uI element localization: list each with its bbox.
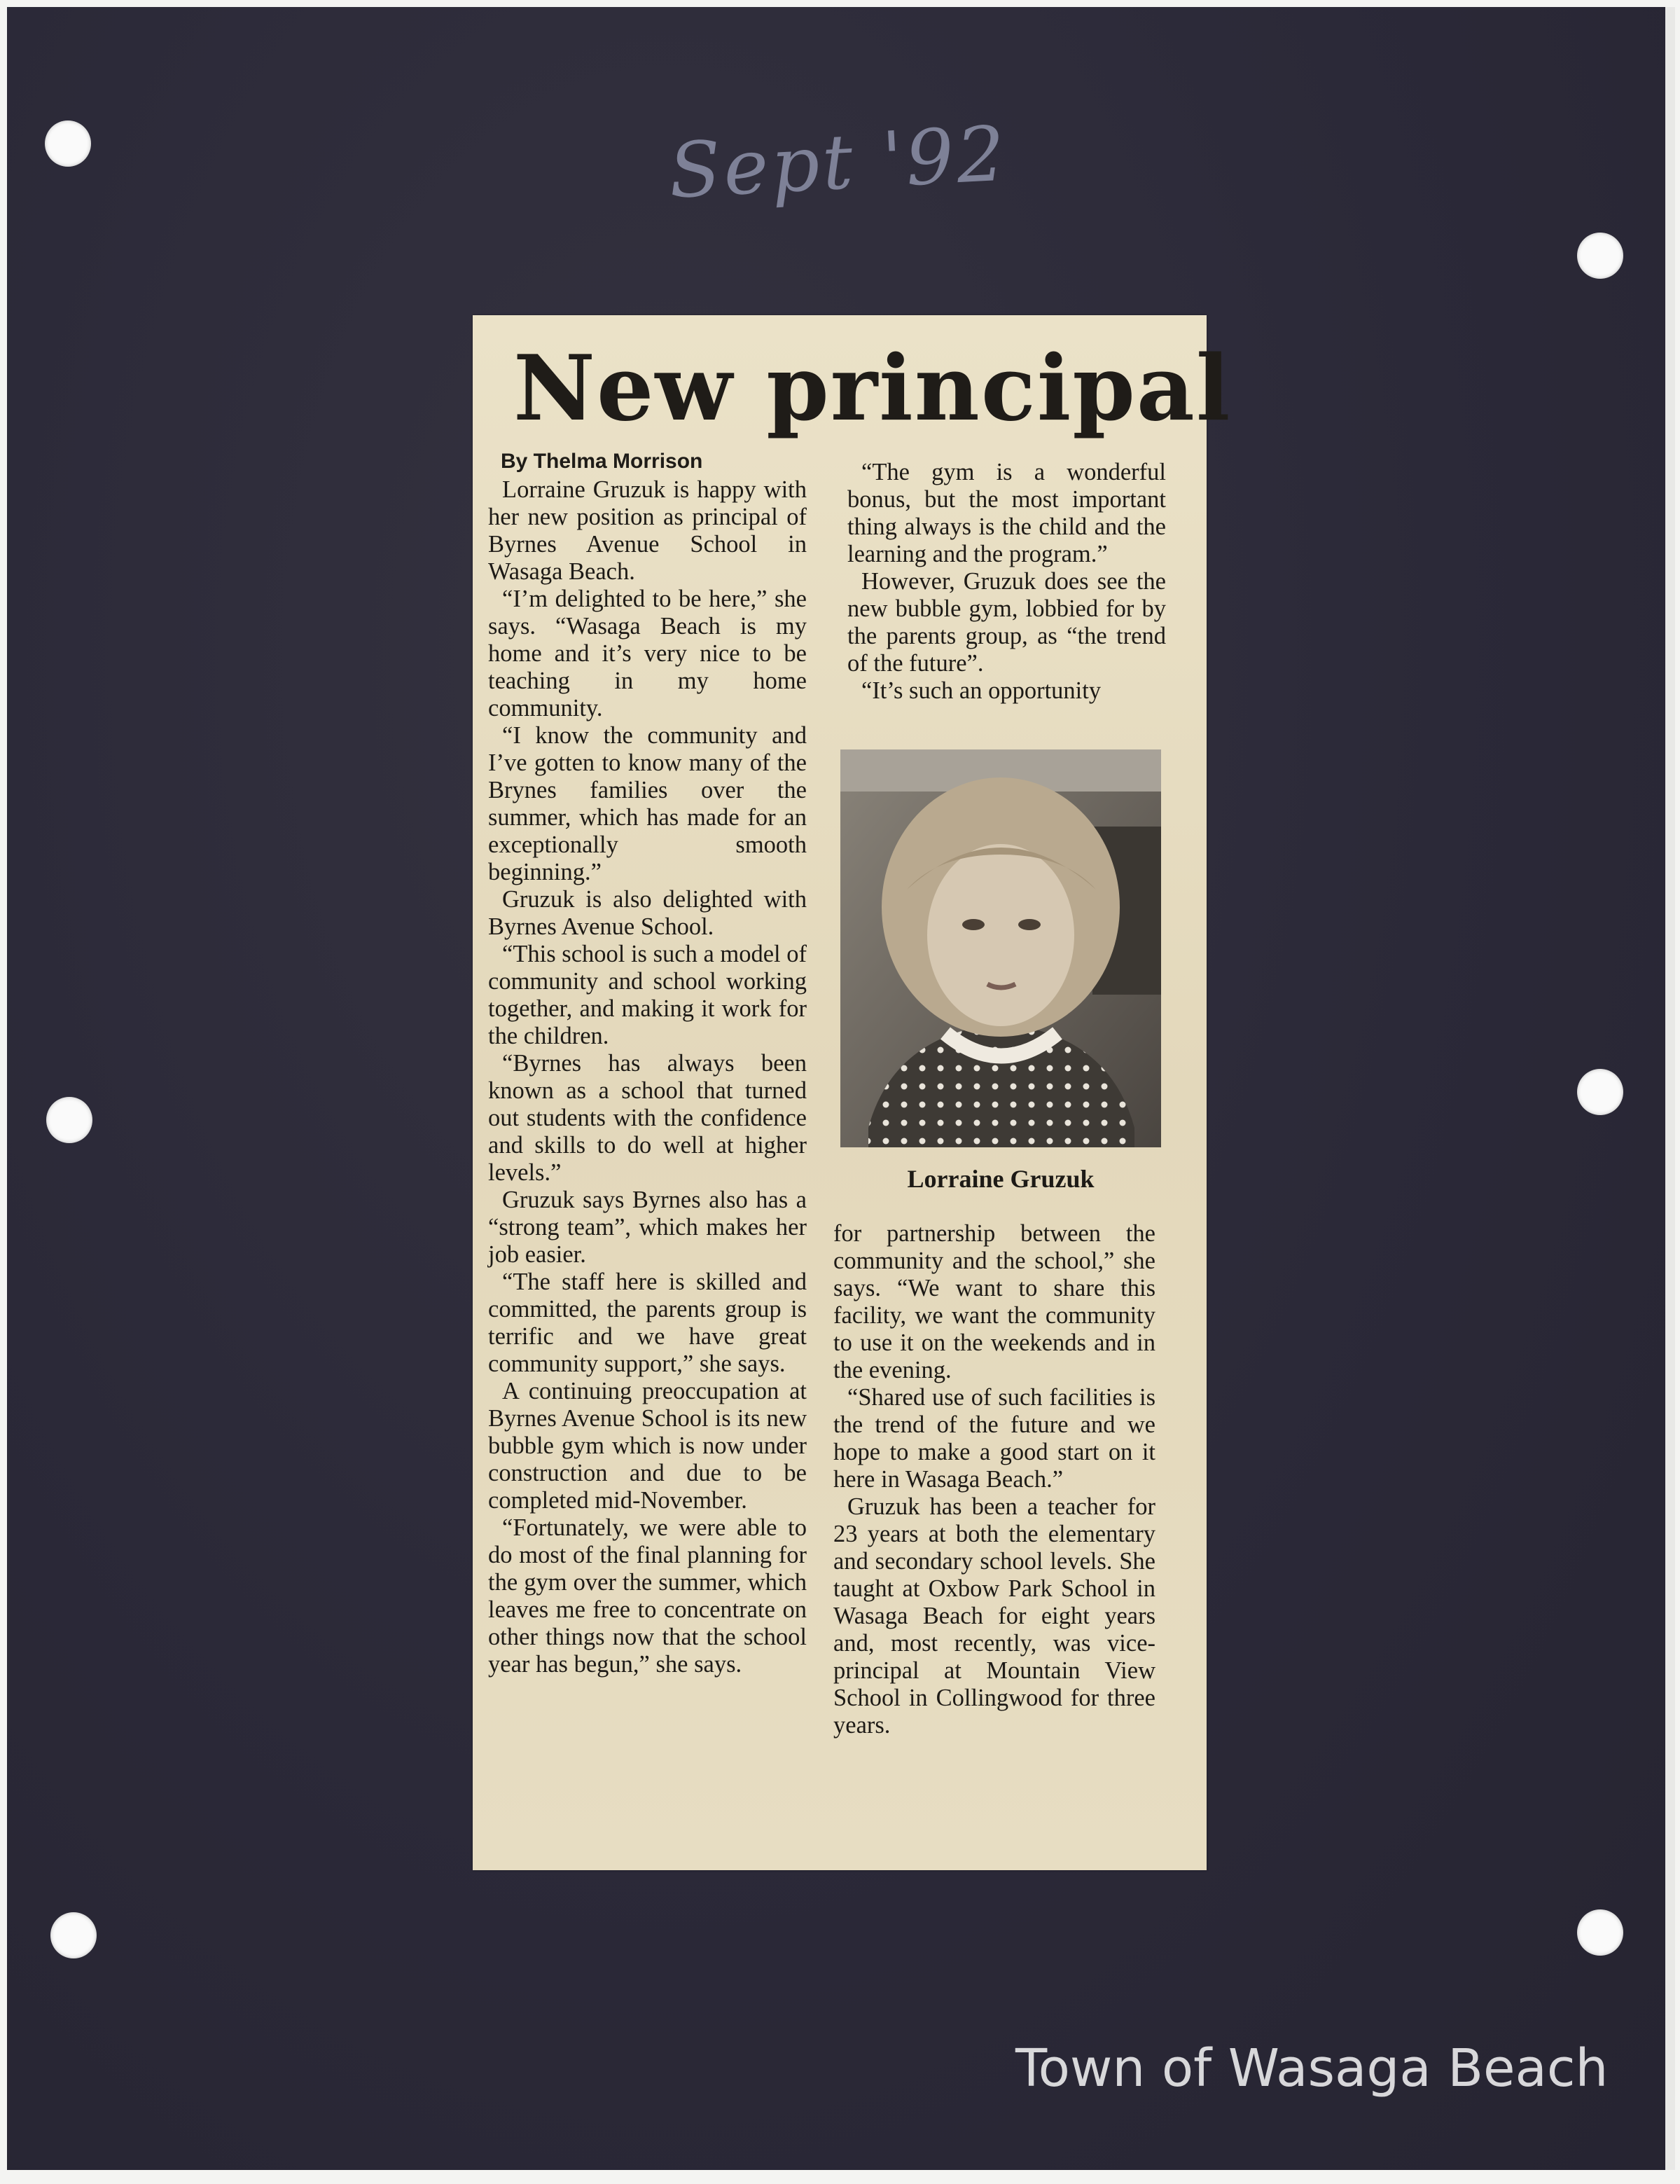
paragraph: “The gym is a wonderful bonus, but the most important thing always is the child and the learning and the program.” [847,459,1166,567]
article-headline: New principal [513,336,1232,441]
paragraph: Gruzuk says Byrnes also has a “strong team”, which makes her job easier. [488,1187,807,1268]
archive-watermark: Town of Wasaga Beach [1015,2038,1609,2099]
punch-hole-mid-right [1577,1069,1623,1115]
punch-hole-top-right [1577,233,1623,279]
paragraph: “The staff here is skilled and committed, the parents group is terrific and we have great community support,” she says. [488,1269,807,1377]
paragraph: “I know the community and I’ve gotten to know many of the Brynes families over the summer, which has made for an exceptionally smooth beginning.” [488,722,807,885]
article-byline: By Thelma Morrison [501,450,703,473]
paragraph: “Shared use of such facilities is the trend of the future and we hope to make a good start on it here in Wasaga Beach.” [833,1384,1155,1493]
handwritten-date-note: Sept '92 [667,110,1010,216]
paragraph: “Byrnes has always been known as a school that turned out students with the confidence and skills to do well at higher levels.” [488,1050,807,1186]
newspaper-clipping [473,315,1232,1870]
article-column-right-top [847,459,1166,705]
paragraph: “Fortunately, we were able to do most of the final planning for the gym over the summer, which leaves me free to concentrate on other things now that the school year has begun,” she says. [488,1514,807,1678]
paragraph: “It’s such an opportunity [861,677,1102,704]
article-column-left [488,476,807,1678]
paragraph: Lorraine Gruzuk is happy with her new position as principal of Byrnes Avenue School in Wasaga Beach. [488,476,807,585]
paragraph: However, Gruzuk does see the new bubble gym, lobbied for by the parents group, as “the trend of the future”. [847,568,1166,677]
punch-hole-mid-left [46,1097,92,1143]
punch-hole-top-left [45,120,91,167]
article-column-right-bottom [833,1220,1155,1739]
paragraph: Gruzuk is also delighted with Byrnes Avenue School. [488,886,807,940]
paragraph: Gruzuk has been a teacher for 23 years at both the elementary and secondary school levels. She taught at Oxbow Park School in Wasaga Beach for eight years and, most recently, was vice-principal at Mountain View School in Collingwood for three years. [833,1493,1155,1739]
portrait-illustration [840,749,1161,1147]
paragraph: for partnership between the community and the school,” she says. “We want to share this facility, we want the community to use it on the weekends and in the evening. [833,1220,1155,1383]
paragraph: “This school is such a model of community and school working together, and making it work for the children. [488,941,807,1049]
punch-hole-bottom-left [50,1912,97,1958]
scrapbook-page [7,7,1675,2170]
punch-hole-bottom-right [1577,1909,1623,1956]
photo-caption: Lorraine Gruzuk [907,1165,1095,1193]
paragraph: A continuing preoccupation at Byrnes Avenue School is its new bubble gym which is now under construction and due to be completed mid-November. [488,1378,807,1514]
paragraph: “I’m delighted to be here,” she says. “Wasaga Beach is my home and it’s very nice to be teaching in my home community. [488,586,807,721]
portrait-photo [840,749,1161,1147]
